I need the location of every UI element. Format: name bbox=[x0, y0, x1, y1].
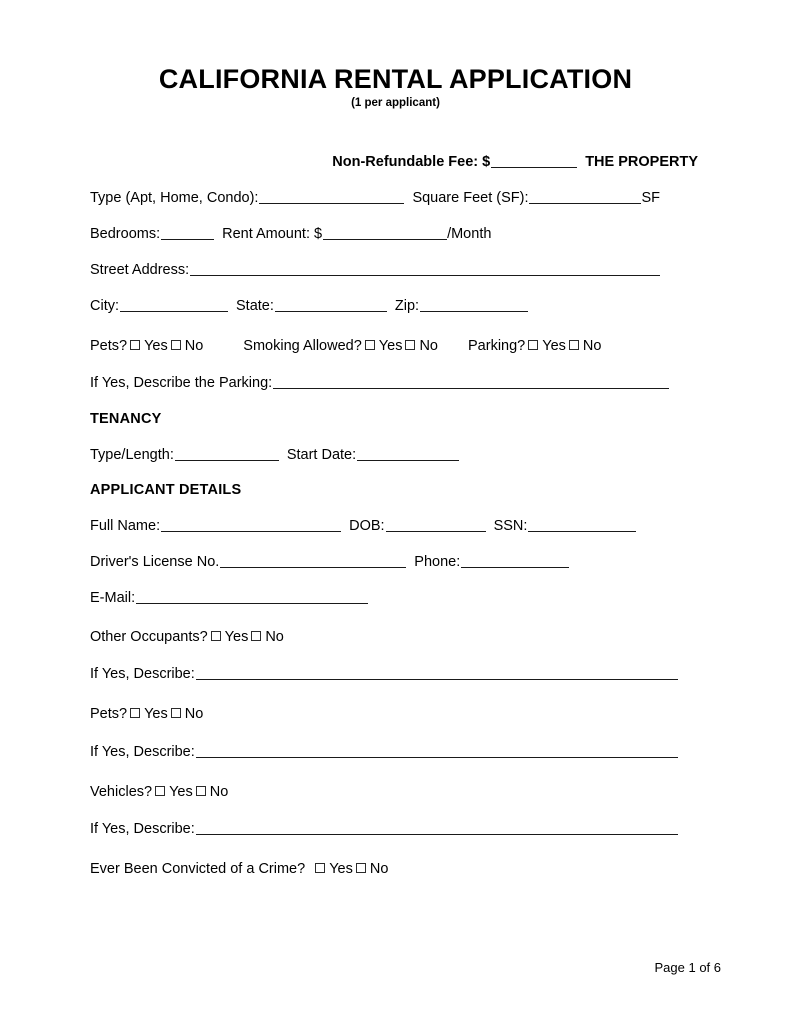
occupants-describe-label: If Yes, Describe: bbox=[90, 666, 195, 682]
vehicles-yes-checkbox[interactable] bbox=[155, 786, 165, 796]
dob-input[interactable] bbox=[386, 518, 486, 532]
property-pets-label: Pets? bbox=[90, 338, 128, 354]
other-occupants-no-label: No bbox=[265, 629, 284, 645]
smoking-no-label: No bbox=[419, 338, 438, 354]
parking-describe-label: If Yes, Describe the Parking: bbox=[90, 375, 273, 391]
tenancy-start-date-label: Start Date: bbox=[286, 447, 357, 463]
footer-page-number: Page 1 of 6 bbox=[654, 960, 721, 975]
full-name-label: Full Name: bbox=[90, 518, 161, 534]
full-name-input[interactable] bbox=[161, 518, 341, 532]
phone-input[interactable] bbox=[461, 554, 569, 568]
other-occupants-no-checkbox[interactable] bbox=[251, 631, 261, 641]
street-address-label: Street Address: bbox=[90, 262, 190, 278]
occupants-describe-input[interactable] bbox=[196, 666, 678, 680]
property-type-row bbox=[90, 189, 660, 207]
parking-describe-row bbox=[90, 374, 670, 392]
bedrooms-label: Bedrooms: bbox=[90, 226, 161, 242]
other-occupants-label: Other Occupants? bbox=[90, 629, 208, 645]
property-pets-no-label: No bbox=[184, 338, 204, 354]
applicant-pets-yes-label: Yes bbox=[144, 706, 168, 722]
the-property-heading: THE PROPERTY bbox=[585, 154, 698, 170]
smoking-yes-checkbox[interactable] bbox=[365, 340, 375, 350]
email-label: E-Mail: bbox=[90, 590, 136, 606]
applicant-pets-row bbox=[90, 705, 203, 723]
convicted-label: Ever Been Convicted of a Crime? bbox=[90, 861, 306, 877]
property-pets-no-checkbox[interactable] bbox=[171, 340, 181, 350]
page-subtitle: (1 per applicant) bbox=[351, 97, 440, 109]
state-label: State: bbox=[236, 298, 274, 314]
square-feet-label: Square Feet (SF): bbox=[412, 190, 529, 206]
vehicles-describe-input[interactable] bbox=[196, 821, 678, 835]
convicted-yes-checkbox[interactable] bbox=[315, 863, 325, 873]
zip-input[interactable] bbox=[420, 298, 528, 312]
square-feet-input[interactable] bbox=[529, 190, 641, 204]
convicted-no-checkbox[interactable] bbox=[356, 863, 366, 873]
tenancy-details-row bbox=[90, 446, 460, 464]
parking-no-checkbox[interactable] bbox=[569, 340, 579, 350]
property-type-input[interactable] bbox=[259, 190, 404, 204]
applicant-pets-no-label: No bbox=[184, 706, 204, 722]
drivers-license-input[interactable] bbox=[220, 554, 406, 568]
parking-label: Parking? bbox=[468, 338, 526, 354]
city-input[interactable] bbox=[120, 298, 228, 312]
state-input[interactable] bbox=[275, 298, 387, 312]
other-occupants-yes-checkbox[interactable] bbox=[211, 631, 221, 641]
pets-describe-label: If Yes, Describe: bbox=[90, 744, 195, 760]
other-occupants-yes-label: Yes bbox=[224, 629, 249, 645]
convicted-no-label: No bbox=[369, 861, 389, 877]
applicant-pets-no-checkbox[interactable] bbox=[171, 708, 181, 718]
drivers-license-label: Driver's License No. bbox=[90, 554, 220, 570]
vehicles-describe-row bbox=[90, 820, 679, 838]
page-title: CALIFORNIA RENTAL APPLICATION bbox=[158, 64, 633, 94]
convicted-yes-label: Yes bbox=[329, 861, 353, 877]
phone-label: Phone: bbox=[414, 554, 461, 570]
occupants-describe-row bbox=[90, 665, 679, 683]
rent-amount-label: Rent Amount: $ bbox=[222, 226, 323, 242]
applicant-name-row bbox=[90, 517, 637, 535]
square-feet-unit: SF bbox=[641, 190, 661, 206]
vehicles-no-label: No bbox=[209, 784, 229, 800]
applicant-pets-yes-checkbox[interactable] bbox=[130, 708, 140, 718]
ssn-label: SSN: bbox=[493, 518, 528, 534]
non-refundable-fee-label: Non-Refundable Fee: $ bbox=[332, 154, 491, 170]
street-address-row bbox=[90, 261, 661, 279]
tenancy-start-date-input[interactable] bbox=[357, 447, 459, 461]
smoking-allowed-label: Smoking Allowed? bbox=[243, 338, 362, 354]
applicant-email-row bbox=[90, 589, 369, 607]
property-pets-yes-label: Yes bbox=[144, 338, 168, 354]
smoking-no-checkbox[interactable] bbox=[405, 340, 415, 350]
parking-yes-label: Yes bbox=[542, 338, 566, 354]
vehicles-describe-label: If Yes, Describe: bbox=[90, 821, 195, 837]
rent-period-label: /Month bbox=[447, 226, 492, 242]
pets-describe-input[interactable] bbox=[196, 744, 678, 758]
parking-yes-checkbox[interactable] bbox=[528, 340, 538, 350]
ssn-input[interactable] bbox=[528, 518, 636, 532]
rent-amount-input[interactable] bbox=[323, 226, 447, 240]
bedrooms-input[interactable] bbox=[161, 226, 214, 240]
convicted-row bbox=[90, 860, 388, 878]
bedrooms-rent-row bbox=[90, 225, 491, 243]
applicant-license-phone-row bbox=[90, 553, 570, 571]
fee-and-property-line bbox=[332, 153, 698, 171]
vehicles-no-checkbox[interactable] bbox=[196, 786, 206, 796]
vehicles-row bbox=[90, 783, 228, 801]
tenancy-section-heading: TENANCY bbox=[90, 411, 162, 427]
property-type-label: Type (Apt, Home, Condo): bbox=[90, 190, 259, 206]
parking-describe-input[interactable] bbox=[273, 375, 669, 389]
email-input[interactable] bbox=[136, 590, 368, 604]
non-refundable-fee-input[interactable] bbox=[491, 154, 577, 168]
zip-label: Zip: bbox=[394, 298, 420, 314]
vehicles-label: Vehicles? bbox=[90, 784, 153, 800]
other-occupants-row bbox=[90, 628, 284, 646]
smoking-yes-label: Yes bbox=[378, 338, 403, 354]
tenancy-type-length-label: Type/Length: bbox=[90, 447, 174, 463]
city-state-zip-row bbox=[90, 297, 529, 315]
city-label: City: bbox=[90, 298, 119, 314]
property-pets-yes-checkbox[interactable] bbox=[130, 340, 140, 350]
applicant-details-section-heading: APPLICANT DETAILS bbox=[90, 482, 242, 498]
street-address-input[interactable] bbox=[190, 262, 660, 276]
parking-no-label: No bbox=[582, 338, 602, 354]
applicant-pets-label: Pets? bbox=[90, 706, 128, 722]
vehicles-yes-label: Yes bbox=[169, 784, 193, 800]
pets-describe-row bbox=[90, 743, 679, 761]
property-options-row bbox=[90, 337, 601, 355]
tenancy-type-length-input[interactable] bbox=[175, 447, 279, 461]
dob-label: DOB: bbox=[349, 518, 385, 534]
